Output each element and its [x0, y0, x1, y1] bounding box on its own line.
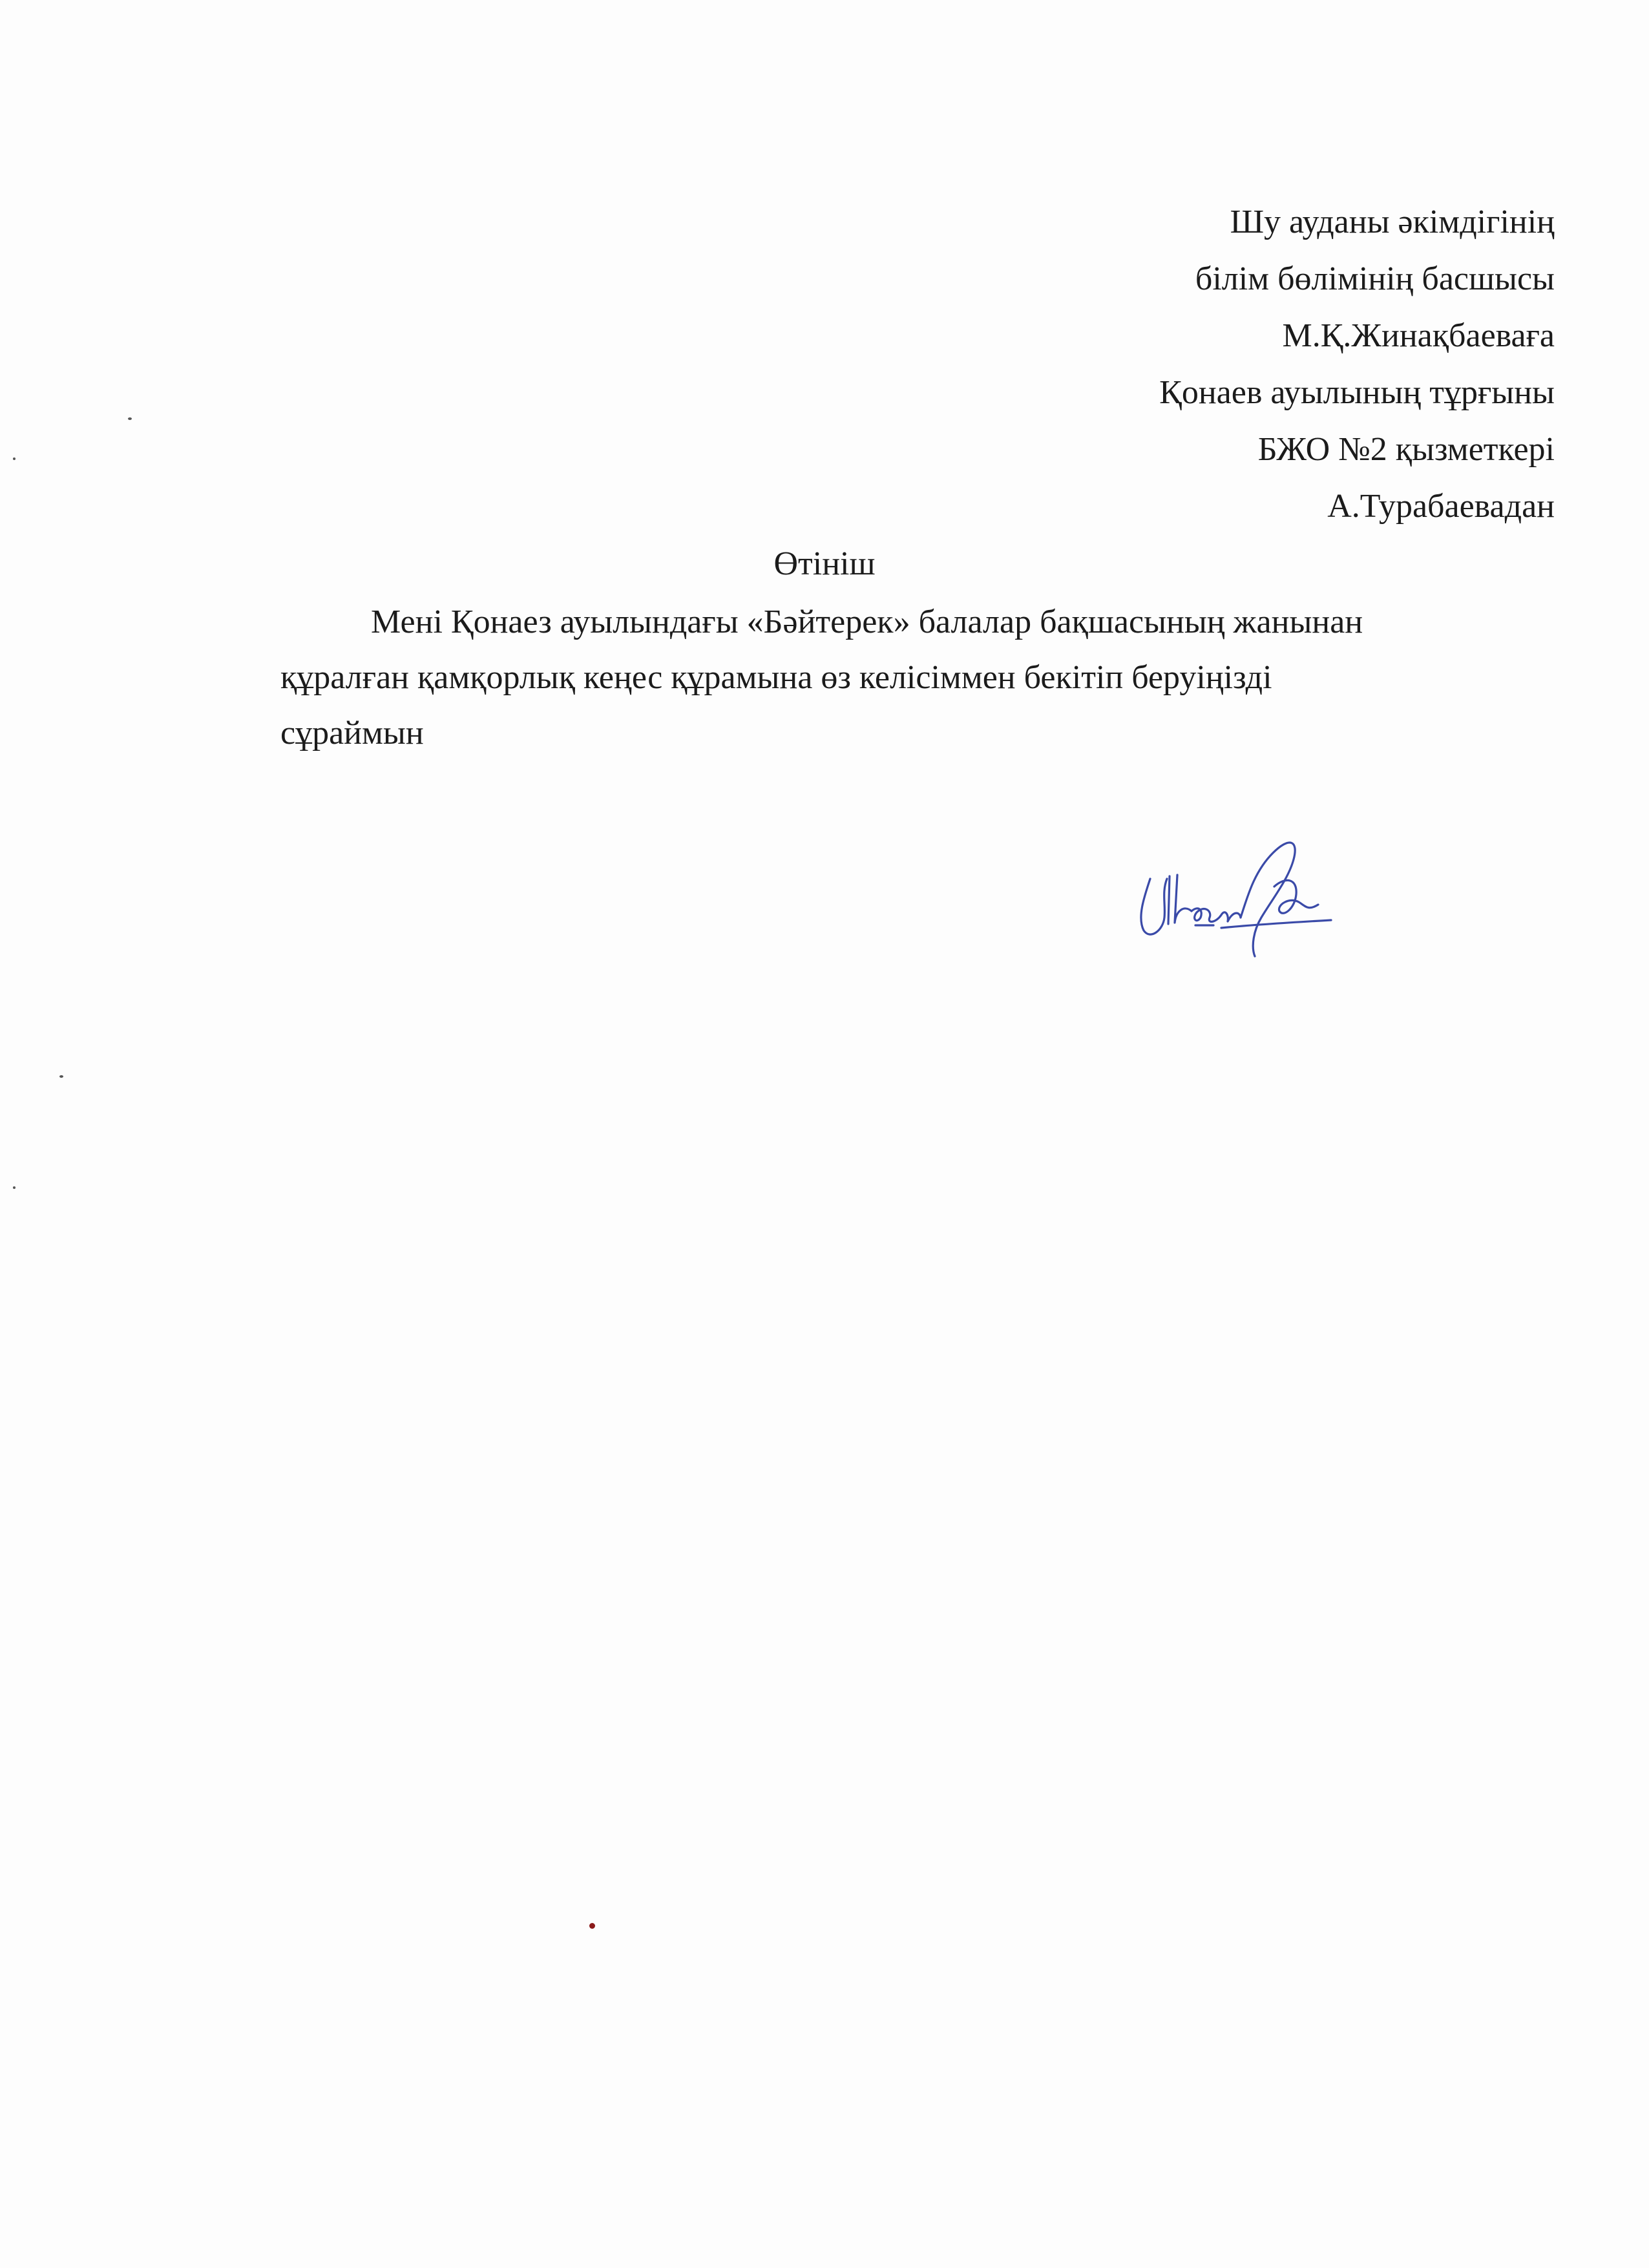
scan-speck	[589, 1923, 595, 1929]
addressee-line: М.Қ.Жинақбаеваға	[1282, 317, 1555, 354]
scan-speck	[13, 457, 16, 460]
body-line: Мені Қонаез ауылындағы «Бәйтерек» балалар бақшасының жанынан	[371, 604, 1363, 640]
addressee-line: Шу ауданы әкімдігінің	[1230, 204, 1555, 240]
body-line: сұраймын	[280, 715, 424, 751]
scan-speck	[13, 1186, 16, 1189]
addressee-line: А.Турабаевадан	[1327, 488, 1555, 525]
addressee-block	[909, 194, 1555, 535]
document-title: Өтініш	[773, 545, 876, 582]
addressee-line: білім бөлімінің басшысы	[1195, 260, 1555, 297]
scan-speck	[59, 1075, 63, 1078]
handwritten-signature-icon	[1124, 814, 1357, 969]
application-body	[280, 594, 1534, 761]
scan-speck	[128, 417, 132, 420]
addressee-line: БЖО №2 қызметкері	[1257, 431, 1555, 468]
body-line: құралған қамқорлық кеңес құрамына өз келісіммен бекітіп беруіңізді	[280, 659, 1272, 696]
addressee-line: Қонаев ауылының тұрғыны	[1159, 374, 1555, 411]
